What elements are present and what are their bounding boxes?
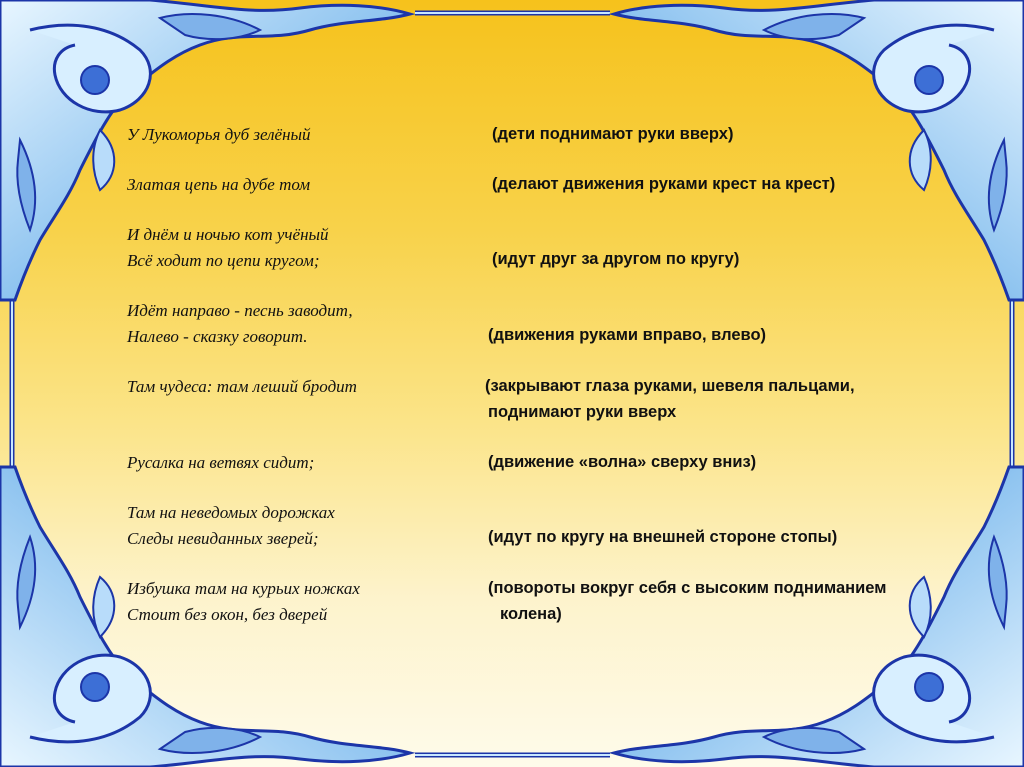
verse-line: Налево - сказку говорит. [127,326,308,346]
action-line: (дети поднимают руки вверх) [492,125,734,143]
action-line: (идут друг за другом по кругу) [492,250,740,268]
verse-line: Там чудеса: там леший бродит [127,377,357,396]
action-line: (повороты вокруг себя с высоким подниманием [488,579,887,597]
verse-line: Златая цепь на дубе том [127,175,311,194]
verse-line: Всё ходит по цепи кругом; [127,250,320,270]
verse-line: Там на неведомых дорожках [127,503,335,522]
verse-line: Русалка на ветвях сидит; [127,453,315,472]
verse-line: Идёт направо - песнь заводит, [127,301,353,320]
action-line: (делают движения руками крест на крест) [492,175,836,193]
action-line: колена) [500,604,562,623]
verse-line: У Лукоморья дуб зелёный [127,125,311,144]
action-line: (идут по кругу на внешней стороне стопы) [488,528,838,546]
action-line: (движение «волна» сверху вниз) [488,453,757,471]
action-line: (закрывают глаза руками, шевеля пальцами, [485,377,855,395]
verse-line: И днём и ночью кот учёный [127,225,329,244]
verse-line: Избушка там на курьих ножках [127,579,360,598]
action-line: поднимают руки вверх [488,402,677,421]
verse-line: Стоит без окон, без дверей [127,604,328,624]
verse-line: Следы невиданных зверей; [127,528,319,548]
action-line: (движения руками вправо, влево) [488,326,767,344]
